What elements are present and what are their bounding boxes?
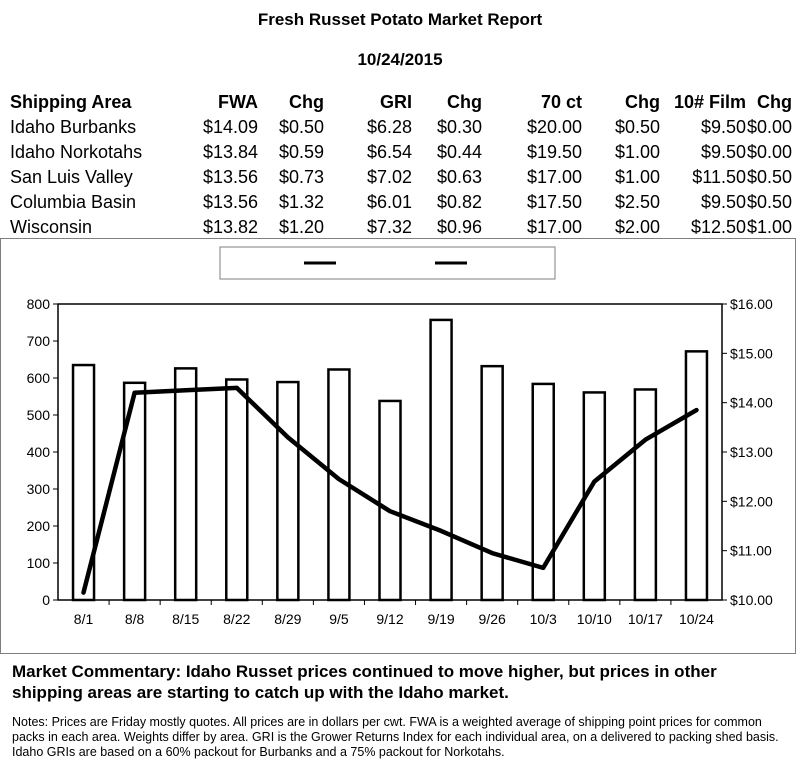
table-cell: $17.50: [526, 192, 582, 212]
table-cell: $0.82: [436, 192, 482, 212]
table-row: [10, 165, 792, 190]
bar: [175, 368, 196, 600]
table-cell: $7.32: [366, 217, 412, 237]
bar: [277, 382, 298, 600]
table-cell: $1.20: [278, 217, 324, 237]
table-cell: $0.63: [436, 167, 482, 187]
table-cell: $19.50: [526, 142, 582, 162]
table-cell: $6.28: [366, 117, 412, 137]
y-left-tick-label: 300: [26, 481, 50, 497]
y-right-tick-label: $16.00: [730, 296, 773, 312]
table-cell: $11.50: [692, 167, 746, 187]
x-tick-label: 8/22: [223, 611, 251, 627]
table-cell: $17.00: [526, 167, 582, 187]
report-date: 10/24/2015: [357, 50, 443, 69]
x-tick-label: 10/3: [529, 611, 557, 627]
table-cell: $0.50: [614, 117, 660, 137]
table-cell: Idaho Norkotahs: [10, 142, 143, 162]
table-cell: $2.00: [614, 217, 660, 237]
table-cell: $20.00: [526, 117, 582, 137]
bar: [226, 379, 247, 600]
table-cell: $7.02: [366, 167, 412, 187]
bar: [635, 389, 656, 600]
report-notes: Notes: Prices are Friday mostly quotes. All prices are in dollars per cwt. FWA is a weighted average of shipping point prices for common packs in each area. Weights differ by area. GRI is the Grower Returns Index for each individual area, on a delivered to packing shed basis. Idaho GRIs are based on a 60% packout for Burbanks and a 75% packout for Norkotahs.: [12, 715, 779, 759]
legend-box: [220, 247, 555, 279]
table-cell: $0.50: [746, 192, 792, 212]
table-cell: $0.73: [278, 167, 324, 187]
table-cell: $1.00: [614, 167, 660, 187]
table-cell: $0.50: [746, 167, 792, 187]
table-cell: $0.00: [746, 142, 792, 162]
table-cell: $2.50: [614, 192, 660, 212]
x-tick-label: 8/1: [73, 611, 94, 627]
y-right-tick-label: $13.00: [730, 444, 773, 460]
table-row: [10, 215, 792, 240]
column-header: Chg: [289, 92, 324, 112]
report-title: Fresh Russet Potato Market Report: [257, 10, 543, 29]
y-left-tick-label: 100: [26, 555, 50, 571]
market-commentary: Market Commentary: Idaho Russet prices continued to move higher, but prices in other shipping areas are starting to catch up with the Idaho market.: [12, 662, 717, 702]
x-tick-label: 8/8: [124, 611, 145, 627]
column-header: Chg: [447, 92, 482, 112]
bar: [431, 320, 452, 600]
x-tick-label: 9/19: [427, 611, 455, 627]
table-cell: $13.56: [202, 192, 258, 212]
table-cell: $17.00: [526, 217, 582, 237]
y-left-tick-label: 0: [42, 592, 50, 608]
table-row: [10, 190, 792, 215]
table-cell: $0.30: [436, 117, 482, 137]
column-header: FWA: [218, 92, 258, 112]
table-cell: $0.44: [436, 142, 482, 162]
bar: [686, 351, 707, 600]
table-cell: $0.00: [746, 117, 792, 137]
x-tick-label: 10/17: [627, 611, 663, 627]
table-cell: $0.59: [278, 142, 324, 162]
table-cell: $1.00: [614, 142, 660, 162]
table-row: [10, 115, 792, 140]
y-left-tick-label: 200: [26, 518, 50, 534]
y-right-tick-label: $15.00: [730, 345, 773, 362]
column-header: Chg: [757, 92, 792, 112]
x-tick-label: 9/26: [478, 611, 506, 627]
column-header: Chg: [625, 92, 660, 112]
price-table: [10, 90, 792, 240]
table-cell: $6.54: [366, 142, 412, 162]
table-cell: $13.56: [202, 167, 258, 187]
table-cell: $13.82: [202, 217, 258, 237]
table-cell: $1.32: [278, 192, 324, 212]
y-right-tick-label: $12.00: [730, 493, 773, 510]
y-left-tick-label: 700: [26, 333, 50, 349]
table-cell: $14.09: [202, 117, 258, 137]
table-cell: Idaho Burbanks: [10, 117, 137, 137]
column-header: 10# Film: [673, 92, 746, 112]
table-header-row: [10, 90, 792, 115]
table-cell: $0.96: [436, 217, 482, 237]
x-tick-label: 9/5: [329, 611, 349, 627]
y-right-tick-label: $10.00: [730, 592, 773, 608]
y-left-tick-label: 400: [26, 444, 50, 460]
table-cell: Wisconsin: [10, 217, 93, 237]
y-right-tick-label: $11.00: [730, 542, 772, 559]
table-cell: $9.50: [700, 117, 746, 137]
y-right-tick-label: $14.00: [730, 394, 773, 411]
table-cell: $12.50: [690, 217, 746, 237]
table-cell: $9.50: [700, 142, 746, 162]
x-tick-label: 10/10: [576, 611, 612, 627]
bar: [482, 366, 503, 600]
y-left-tick-label: 800: [26, 296, 50, 312]
table-cell: San Luis Valley: [10, 167, 133, 187]
x-tick-label: 9/12: [376, 611, 404, 627]
x-tick-label: 8/29: [274, 611, 302, 627]
column-header: GRI: [379, 92, 412, 112]
table-cell: $13.84: [202, 142, 258, 162]
column-header: Shipping Area: [10, 92, 132, 112]
table-row: [10, 140, 792, 165]
column-header: 70 ct: [540, 92, 582, 112]
x-tick-label: 10/24: [678, 611, 714, 627]
table-cell: $9.50: [700, 192, 746, 212]
price-chart: [0, 238, 796, 654]
bar: [380, 401, 401, 600]
table-cell: $6.01: [366, 192, 412, 212]
x-tick-label: 8/15: [172, 611, 200, 627]
table-cell: $0.50: [278, 117, 324, 137]
y-left-tick-label: 600: [26, 370, 50, 386]
table-cell: Columbia Basin: [10, 192, 137, 212]
y-left-tick-label: 500: [26, 407, 50, 423]
table-cell: $1.00: [746, 217, 792, 237]
